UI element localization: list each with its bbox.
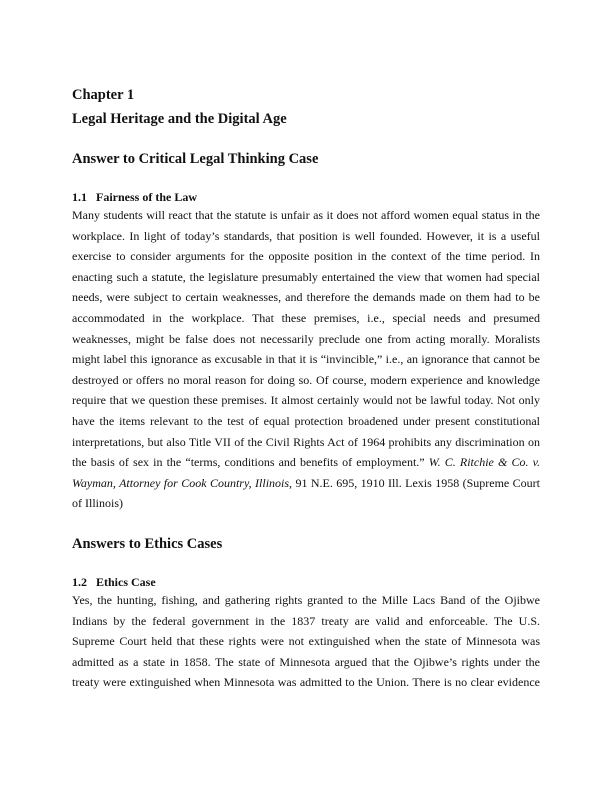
document-page [72,86,540,693]
paragraph-line: weaknesses, might be false does not necessarily preclude one from acting morally. Moralists [72,331,540,346]
paragraph-line: require that we question these premises. It almost certainly would not be lawful today. Not only [72,393,540,408]
case-citation-reporter: , 91 N.E. 695, 1910 Ill. Lexis 1958 (Supreme Court [289,475,540,490]
citation-line [72,473,540,494]
paragraph-line: have the items relevant to the test of equal protection broadened under present constitutional [72,413,540,428]
paragraph-line: Supreme Court held that these rights were not extinguished when the state of Minnesota was [72,634,540,649]
section-heading-ethics-cases: Answers to Ethics Cases [72,535,223,552]
paragraph-line: needs, were subject to certain weaknesses, and therefore the demands made on them had to be [72,290,540,305]
case-citation-name: W. C. Ritchie & Co. v. [428,455,541,470]
section-heading-critical-thinking: Answer to Critical Legal Thinking Case [72,151,319,167]
paragraph-ethics-case [72,590,540,693]
subsection-heading-fairness [72,189,540,205]
paragraph-text: the basis of sex in the “terms, conditions and benefits of employment.” [72,455,425,470]
paragraph-line: treaty were extinguished when Minnesota was admitted to the Union. There is no clear evidence [72,675,540,690]
subsection-number: 1.1 [72,190,87,204]
subsection-number: 1.2 [72,574,87,589]
subsection-heading-ethics-case [72,574,540,590]
paragraph-line: Yes, the hunting, fishing, and gathering rights granted to the Mille Lacs Band of the Ojibwe [72,592,540,607]
paragraph-line: interpretations, but also Title VII of the Civil Rights Act of 1964 prohibits any discrimination on [72,434,540,449]
paragraph-line: exercise to consider arguments for the opposite position in the context of the time period. In [72,249,540,264]
subsection-title: Fairness of the Law [96,190,197,204]
subsection-title: Ethics Case [96,574,156,589]
chapter-number: Chapter 1 [72,87,135,103]
paragraph-line: might label this ignorance as excusable in that it is “invincible,” i.e., an ignorance that cannot be [72,352,540,367]
paragraph-line: Indians by the federal government in the 1837 treaty are valid and enforceable. The U.S. [72,613,540,628]
paragraph-line: enacting such a statute, the legislature presumably entertained the view that women had special [72,269,540,284]
paragraph-line: admitted as a state in 1858. The state of Minnesota argued that the Ojibwe’s rights under the [72,654,540,669]
paragraph-fairness [72,205,540,514]
paragraph-line-with-citation [72,452,540,473]
paragraph-line: workplace. In light of today’s standards, that position is well founded. However, it is a useful [72,228,540,243]
paragraph-line: destroyed or offers no moral reason for doing so. Of course, modern experience and knowledge [72,372,540,387]
chapter-title: Legal Heritage and the Digital Age [72,111,287,127]
case-citation-name: Wayman, Attorney for Cook Country, Illinois [72,475,290,490]
paragraph-line: Many students will react that the statute is unfair as it does not afford women equal status in the [72,208,540,222]
paragraph-line: of Illinois) [72,496,123,511]
paragraph-line: accommodated in the workplace. That these premises, i.e., special needs and presumed [72,310,540,325]
